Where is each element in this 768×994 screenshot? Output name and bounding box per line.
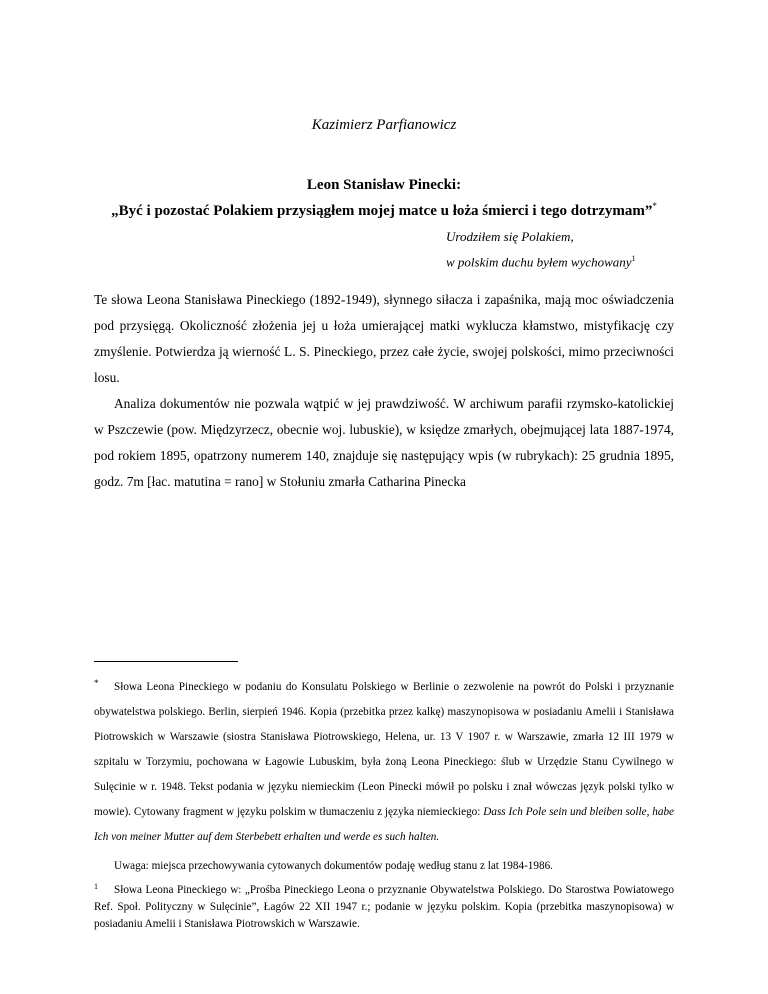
title-line-2-text: „Być i pozostać Polakiem przysiągłem mojej matce u łoża śmierci i tego dotrzymam”: [111, 203, 653, 219]
epigraph-line-2: [446, 248, 746, 273]
footnote-star-text: Słowa Leona Pineckiego w podaniu do Konsulatu Polskiego w Berlinie o zezwolenie na powrót do Polski i przyznanie obywatelstwa polskiego. Berlin, sierpień 1946. Kopia (przebitka przez kalkę) maszynopisowa w posiadaniu Amelii i Stanisława Piotrowskich w Warszawie (siostra Stanisława Piotrowskiego, Helena, ur. 13 V 1907 r. w Warszawie, zmarła 12 III 1979 w szpitalu w Torzymiu, pochowana w Łagowie Lubuskim, była żoną Leona Pineckiego: ślub w Urzędzie Stanu Cywilnego w Sulęcinie w r. 1948. Tekst podania w języku niemieckim (Leon Pinecki mówił po polsku i znał wówczas język polski tylko w mowie). Cytowany fragment w języku polskim w tłumaczeniu z języka niemieckiego:: [94, 681, 674, 818]
paragraph-1: Te słowa Leona Stanisława Pineckiego (1892-1949), słynnego siłacza i zapaśnika, mają moc oświadczenia pod przysięgą. Okoliczność złożenia jej u łoża umierającej matki wyklucza kłamstwo, mistyfikację czy zmyślenie. Potwierdza ją wierność L. S. Pineckiego, przez całe życie, swojej polskości, mimo przeciwności losu.: [94, 292, 674, 385]
footnotes: [94, 671, 674, 933]
footnote-star: [94, 671, 674, 850]
epigraph-footnote-mark: 1: [631, 254, 636, 263]
footnote-star-quote: Dass Ich Pole sein und bleiben solle, habe Ich von meiner Mutter auf dem Sterbebett erhalten und werde es such halten.: [94, 806, 674, 843]
epigraph: [446, 226, 746, 273]
footnote-star-mark: *: [94, 678, 99, 688]
article-title: [94, 175, 674, 222]
footnote-1: [94, 878, 674, 933]
paragraph-2: Analiza dokumentów nie pozwala wątpić w jej prawdziwość. W archiwum parafii rzymsko-katolickiej w Pszczewie (pow. Międzyrzecz, obecnie woj. lubuskie), w księdze zmarłych, obejmującej lata 1887-1974, pod rokiem 1895, opatrzony numerem 140, znajduje się następujący wpis (w rubrykach): 25 grudnia 1895, godz. 7m [łac. matutina = rano] w Stołuniu zmarła Catharina Pinecka: [94, 396, 674, 489]
title-footnote-mark: *: [652, 201, 657, 211]
title-line-1: Leon Stanisław Pinecki:: [306, 177, 462, 193]
author-name: Kazimierz Parfianowicz: [311, 117, 457, 133]
footnote-separator: [94, 661, 238, 662]
footnote-1-mark: 1: [94, 882, 98, 891]
footnote-1-text: Słowa Leona Pineckiego w: „Prośba Pineckiego Leona o przyznanie Obywatelstwa Polskiego. Do Starostwa Powiatowego Ref. Społ. Polityczny w Sulęcinie”, Łagów 22 XII 1947 r.; podanie w języku polskim. Kopia (przebitka maszynopisowa) w posiadaniu Amelii i Stanisława Piotrowskich w Warszawie.: [94, 884, 674, 930]
body-text: [94, 287, 674, 495]
epigraph-line-2-text: w polskim duchu byłem wychowany: [446, 254, 632, 270]
footnote-note: Uwaga: miejsca przechowywania cytowanych dokumentów podaję według stanu z lat 1984-1986.: [114, 860, 553, 872]
epigraph-line-1: Urodziłem się Polakiem,: [446, 229, 574, 244]
title-line-2: [94, 196, 674, 222]
